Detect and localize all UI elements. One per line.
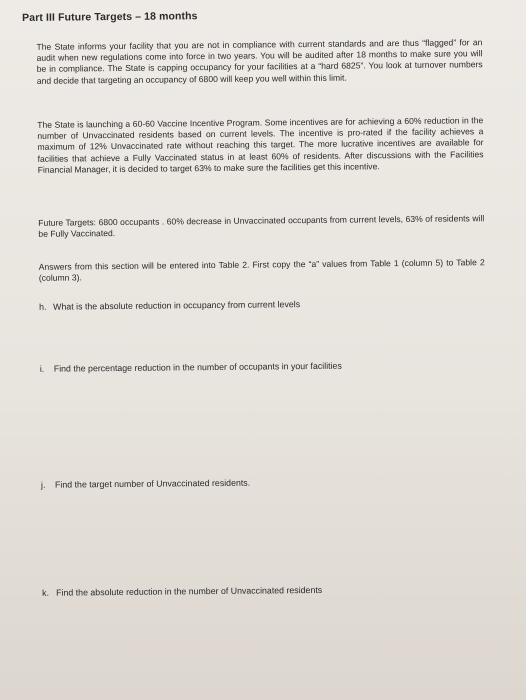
section-title: Part III Future Targets – 18 months [22,10,198,24]
paragraph-instructions: Answers from this section will be entered into Table 2. First copy the “a” values from Table 1 (column 5) to Table 2 (column 3). [38,257,485,284]
question-text: Find the target number of Unvaccinated residents. [54,477,251,490]
question-text: Find the percentage reduction in the number of occupants in your facilities [53,360,342,374]
question-i [40,359,486,375]
paragraph-compliance: The State informs your facility that you are not in compliance with current standards and are thus “flagged” for an audit when new regulations come into force in two years. You will be audited after 18 months to make sure you will be in compliance. The State is capping occupancy for your facilities at a “hard 6825”. You look at turnover numbers and decide that targeting an occupancy of 6800 will keep you well within this limit. [36,37,483,86]
question-text: Find the absolute reduction in the number of Unvaccinated residents [56,584,323,598]
paragraph-vaccine-program: The State is launching a 60-60 Vaccine Incentive Program. Some incentives are for achieving a 60% reduction in the number of Unvaccinated residents based on current levels. The incentive is pro-rated if the facility achieves a maximum of 12% Unvaccinated rate without reaching this target. The more lucrative incentives are available for facilities that achieve a Fully Vaccinated status in at least 60% of residents. After discussions with the Facilities Financial Manager, it is decided to target 63% to make sure the facilities get this incentive. [37,115,484,175]
question-h [39,297,485,313]
question-label: j. [40,479,46,490]
question-label: h. [39,301,47,312]
worksheet [22,1,512,598]
paragraph-future-targets: Future Targets: 6800 occupants . 60% decrease in Unvaccinated occupants from current levels, 63% of residents will be Fully Vaccinated. [38,213,485,240]
question-text: What is the absolute reduction in occupancy from current levels [53,299,301,312]
question-label: i. [39,363,45,374]
question-k [42,583,488,599]
question-label: k. [42,587,50,598]
question-j [41,475,487,491]
